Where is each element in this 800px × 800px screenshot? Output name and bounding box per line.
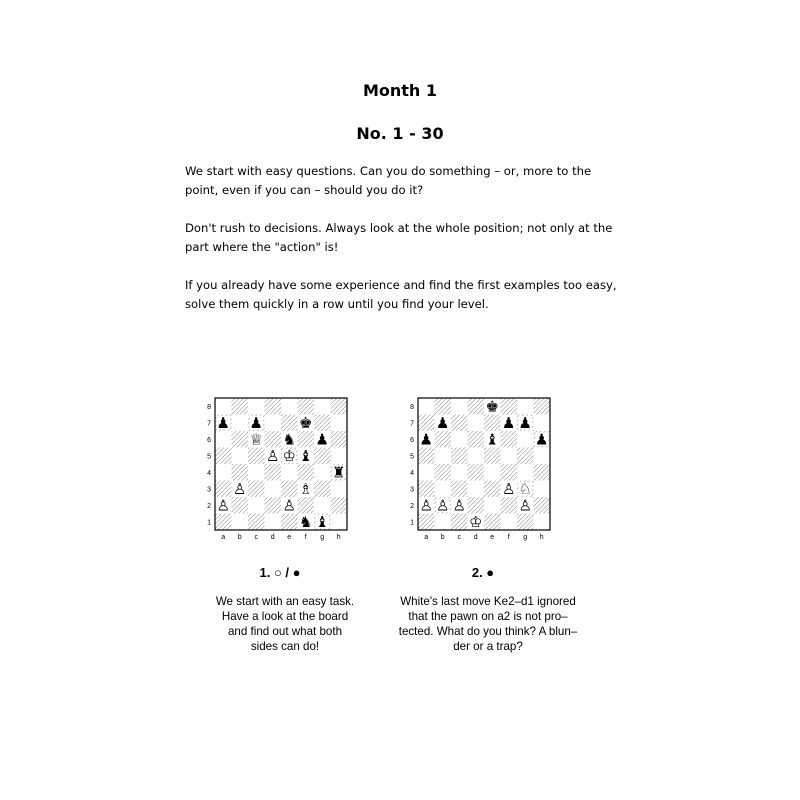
light-square (534, 448, 551, 465)
chess-piece: ♚ (485, 397, 499, 416)
rank-label: 8 (207, 403, 211, 411)
dark-square (331, 431, 348, 448)
chess-piece: ♗ (299, 479, 313, 498)
dark-square (331, 497, 348, 514)
file-label: e (490, 534, 495, 541)
dark-square (451, 514, 468, 531)
file-label: a (424, 534, 429, 541)
dark-square (418, 481, 435, 498)
rank-label: 5 (410, 453, 414, 461)
light-square (314, 497, 331, 514)
chess-piece: ♔ (282, 446, 296, 465)
dark-square (331, 398, 348, 415)
file-label: g (523, 534, 528, 541)
diagram-2-title: 2. ● (471, 565, 495, 580)
dark-square (517, 448, 534, 465)
light-square (331, 481, 348, 498)
dark-square (265, 464, 282, 481)
chess-piece: ♝ (299, 446, 313, 465)
dark-square (232, 497, 249, 514)
file-label: h (539, 534, 544, 541)
dark-square (298, 464, 315, 481)
light-square (265, 481, 282, 498)
light-square (314, 398, 331, 415)
rank-label: 8 (410, 403, 414, 411)
dark-square (484, 514, 501, 531)
rank-label: 6 (207, 436, 211, 444)
dark-square (232, 431, 249, 448)
caption-line: and find out what both (227, 625, 343, 638)
page-title: Month 1 (362, 81, 438, 100)
light-square (265, 415, 282, 432)
rank-label: 1 (410, 519, 414, 527)
caption-line: sides can do! (250, 640, 320, 653)
dark-square (534, 464, 551, 481)
dark-square (248, 448, 265, 465)
file-label: f (304, 534, 307, 541)
light-square (435, 448, 452, 465)
dark-square (501, 464, 518, 481)
dark-square (248, 514, 265, 531)
dark-square (298, 398, 315, 415)
dark-square (484, 448, 501, 465)
light-square (451, 431, 468, 448)
rank-label: 7 (410, 420, 414, 428)
chess-piece: ♙ (216, 496, 230, 515)
caption-line: that the pawn on a2 is not pro– (408, 610, 568, 623)
caption-line: Have a look at the board (221, 610, 349, 623)
dark-square (215, 481, 232, 498)
chess-piece: ♔ (469, 512, 483, 531)
dark-square (418, 448, 435, 465)
dark-square (215, 448, 232, 465)
light-square (517, 431, 534, 448)
rank-label: 4 (410, 469, 414, 477)
intro-text (185, 162, 617, 333)
dark-square (451, 481, 468, 498)
chess-piece: ♙ (266, 446, 280, 465)
chess-piece: ♙ (452, 496, 466, 515)
light-square (451, 398, 468, 415)
rank-label: 2 (410, 502, 414, 510)
dark-square (534, 398, 551, 415)
chess-piece: ♞ (299, 512, 313, 531)
file-label: g (320, 534, 325, 541)
light-square (248, 464, 265, 481)
dark-square (468, 431, 485, 448)
chess-board (203, 396, 349, 548)
dark-square (265, 497, 282, 514)
chess-piece: ♞ (282, 430, 296, 449)
dark-square (517, 514, 534, 531)
page-subtitle: No. 1 - 30 (356, 124, 444, 143)
dark-square (281, 415, 298, 432)
chess-piece: ♝ (315, 512, 329, 531)
chess-piece: ♙ (502, 479, 516, 498)
dark-square (435, 431, 452, 448)
diagram-1-caption (200, 594, 370, 654)
chess-piece: ♟ (249, 413, 263, 432)
dark-square (468, 398, 485, 415)
chess-piece: ♘ (518, 479, 532, 498)
dark-square (484, 481, 501, 498)
dark-square (418, 415, 435, 432)
caption-line: tected. What do you think? A blun– (398, 625, 578, 638)
file-label: h (336, 534, 341, 541)
intro-paragraph: We start with easy questions. Can you do something – or, more to the point, even if you can – should you do it? (185, 164, 592, 197)
light-square (501, 448, 518, 465)
chess-diagram-2 (406, 396, 552, 548)
light-square (517, 464, 534, 481)
dark-square (451, 415, 468, 432)
chess-piece: ♟ (436, 413, 450, 432)
rank-label: 7 (207, 420, 211, 428)
rank-label: 4 (207, 469, 211, 477)
rank-label: 2 (207, 502, 211, 510)
file-label: a (221, 534, 226, 541)
chess-piece: ♙ (518, 496, 532, 515)
diagram-1-title: 1. ○ / ● (259, 565, 301, 580)
rank-label: 6 (410, 436, 414, 444)
dark-square (314, 481, 331, 498)
file-label: d (270, 534, 275, 541)
file-label: d (473, 534, 478, 541)
light-square (418, 398, 435, 415)
chess-piece: ♙ (233, 479, 247, 498)
dark-square (468, 497, 485, 514)
light-square (484, 464, 501, 481)
light-square (281, 398, 298, 415)
chess-diagram-1 (203, 396, 349, 548)
light-square (534, 415, 551, 432)
light-square (484, 497, 501, 514)
dark-square (265, 431, 282, 448)
chess-piece: ♙ (419, 496, 433, 515)
light-square (281, 464, 298, 481)
dark-square (298, 431, 315, 448)
chess-piece: ♕ (249, 430, 263, 449)
file-label: c (254, 534, 258, 541)
dark-square (232, 398, 249, 415)
light-square (232, 415, 249, 432)
light-square (468, 415, 485, 432)
rank-label: 3 (410, 486, 414, 494)
dark-square (435, 464, 452, 481)
light-square (435, 481, 452, 498)
file-label: c (457, 534, 461, 541)
light-square (232, 514, 249, 531)
light-square (534, 514, 551, 531)
light-square (215, 398, 232, 415)
caption-line: White's last move Ke2–d1 ignored (400, 595, 576, 608)
light-square (331, 415, 348, 432)
dark-square (501, 398, 518, 415)
file-label: b (237, 534, 242, 541)
light-square (501, 514, 518, 531)
light-square (418, 464, 435, 481)
rank-label: 5 (207, 453, 211, 461)
dark-square (501, 497, 518, 514)
file-label: b (440, 534, 445, 541)
dark-square (265, 398, 282, 415)
light-square (265, 514, 282, 531)
chess-board (406, 396, 552, 548)
dark-square (484, 415, 501, 432)
light-square (248, 398, 265, 415)
chess-piece: ♟ (502, 413, 516, 432)
light-square (468, 481, 485, 498)
light-square (232, 448, 249, 465)
chess-piece: ♟ (535, 430, 549, 449)
light-square (331, 448, 348, 465)
chess-piece: ♟ (518, 413, 532, 432)
chess-piece: ♟ (315, 430, 329, 449)
caption-line: der or a trap? (453, 640, 523, 653)
light-square (534, 481, 551, 498)
dark-square (435, 398, 452, 415)
diagram-2-caption (398, 594, 578, 654)
dark-square (451, 448, 468, 465)
light-square (215, 464, 232, 481)
dark-square (501, 431, 518, 448)
intro-paragraph: If you already have some experience and find the first examples too easy, solve them quickly in a row until you find your level. (185, 278, 617, 311)
light-square (248, 497, 265, 514)
light-square (215, 431, 232, 448)
dark-square (215, 514, 232, 531)
light-square (331, 514, 348, 531)
rank-label: 1 (207, 519, 211, 527)
light-square (451, 464, 468, 481)
dark-square (468, 464, 485, 481)
chess-piece: ♙ (282, 496, 296, 515)
dark-square (281, 481, 298, 498)
light-square (435, 514, 452, 531)
dark-square (314, 448, 331, 465)
chess-piece: ♟ (216, 413, 230, 432)
file-label: e (287, 534, 292, 541)
light-square (468, 448, 485, 465)
light-square (517, 398, 534, 415)
dark-square (232, 464, 249, 481)
file-label: f (507, 534, 510, 541)
intro-paragraph: Don't rush to decisions. Always look at the whole position; not only at the part where the "action" is! (185, 221, 613, 254)
dark-square (418, 514, 435, 531)
chess-piece: ♙ (436, 496, 450, 515)
dark-square (314, 415, 331, 432)
chess-piece: ♟ (419, 430, 433, 449)
chess-piece: ♜ (332, 463, 346, 482)
chess-piece: ♝ (485, 430, 499, 449)
dark-square (298, 497, 315, 514)
dark-square (281, 514, 298, 531)
light-square (314, 464, 331, 481)
rank-label: 3 (207, 486, 211, 494)
dark-square (248, 481, 265, 498)
caption-line: We start with an easy task. (215, 595, 355, 608)
dark-square (534, 497, 551, 514)
chess-piece: ♚ (299, 413, 313, 432)
